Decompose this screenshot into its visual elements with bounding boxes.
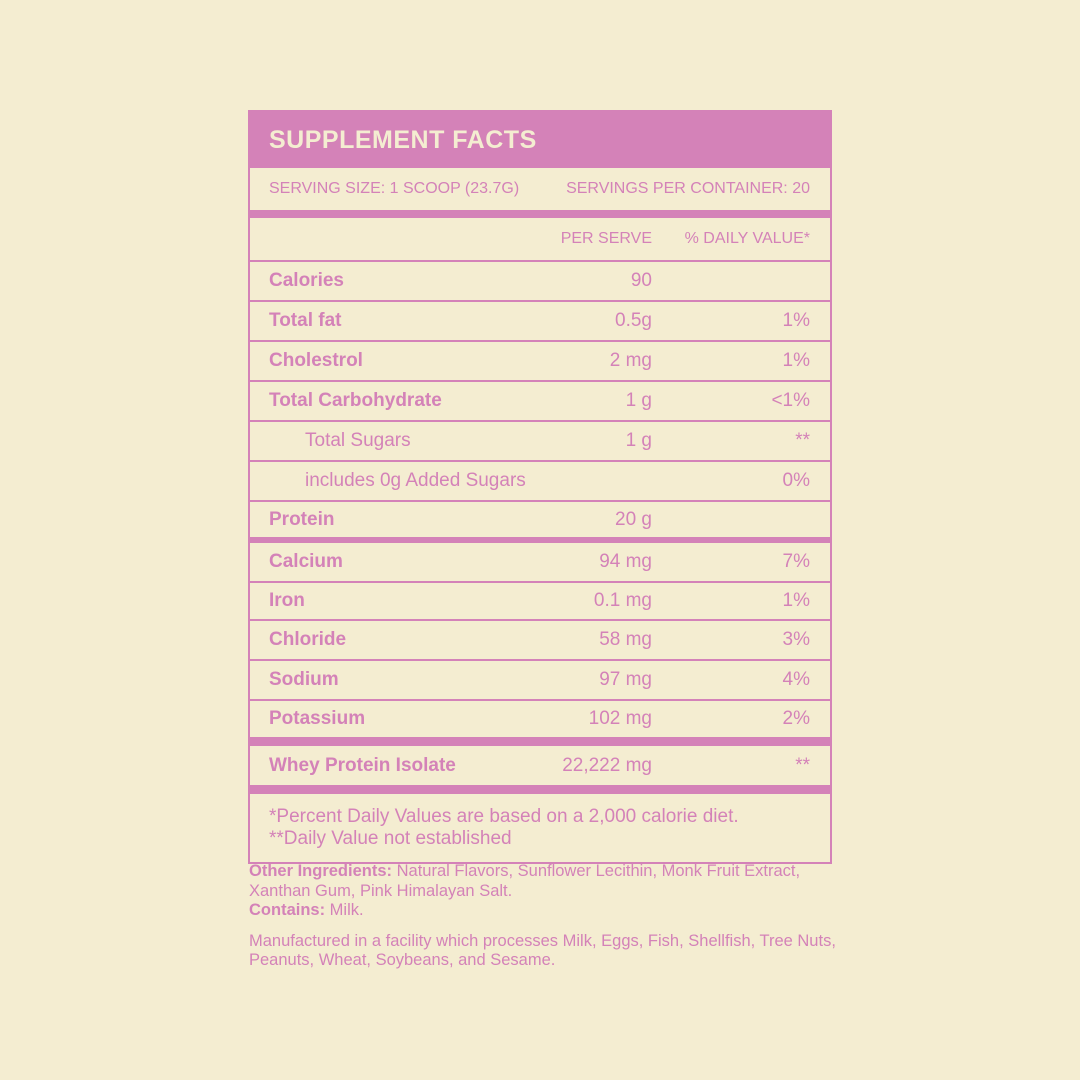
nutrient-dv: 1%: [782, 310, 810, 331]
nutrient-dv: 4%: [782, 669, 810, 690]
footnote-not-established: **Daily Value not established: [269, 828, 512, 849]
nutrient-dv: 1%: [782, 590, 810, 611]
nutrient-name: Sodium: [269, 669, 339, 690]
nutrient-amount: 94 mg: [599, 551, 652, 572]
serving-info: [250, 168, 830, 218]
nutrient-name: Calcium: [269, 551, 343, 572]
nutrient-name: Cholestrol: [269, 350, 363, 371]
nutrient-name: includes 0g Added Sugars: [305, 470, 526, 491]
nutrient-amount: 90: [630, 270, 652, 291]
nutrient-amount: 0.5g: [615, 310, 652, 331]
nutrient-amount: 2 mg: [609, 350, 652, 371]
contains-text: Milk.: [325, 901, 364, 919]
nutrient-name: Calories: [269, 270, 344, 291]
footnote-daily-values: *Percent Daily Values are based on a 2,000 calorie diet.: [269, 806, 739, 827]
nutrient-row-calcium: [250, 543, 830, 583]
nutrient-amount: 102 mg: [588, 708, 652, 729]
nutrient-dv: 0%: [782, 470, 810, 491]
nutrient-amount: 58 mg: [599, 629, 652, 650]
nutrient-amount: 1 g: [625, 430, 652, 451]
nutrient-dv: 2%: [782, 708, 810, 729]
nutrient-row-cholestrol: [250, 342, 830, 382]
nutrient-row-potassium: [250, 701, 830, 746]
daily-value-header: % DAILY VALUE*: [684, 230, 810, 247]
nutrient-name: Iron: [269, 590, 305, 611]
per-serve-header: PER SERVE: [560, 230, 652, 247]
nutrient-name: Potassium: [269, 708, 366, 729]
column-header-row: [250, 218, 830, 262]
nutrient-dv: **: [795, 430, 810, 451]
nutrient-row-added-sugars: [250, 462, 830, 502]
nutrient-name: Total Carbohydrate: [269, 390, 442, 411]
nutrient-amount: 0.1 mg: [593, 590, 652, 611]
nutrient-row-protein: [250, 502, 830, 543]
nutrient-dv: 1%: [782, 350, 810, 371]
nutrient-dv: **: [795, 754, 810, 776]
contains-label: Contains:: [249, 901, 326, 919]
other-ingredients: [249, 862, 849, 901]
nutrient-dv: 3%: [782, 629, 810, 650]
nutrient-name: Protein: [269, 508, 335, 530]
footnotes: [250, 794, 830, 862]
nutrient-dv: <1%: [771, 390, 810, 411]
nutrient-row-chloride: [250, 621, 830, 661]
ingredients-block: [249, 862, 849, 971]
other-ingredients-text: Natural Flavors, Sunflower Lecithin, Monk Fruit Extract, Xanthan Gum, Pink Himalayan Salt.: [249, 862, 801, 900]
nutrient-row-total-sugars: [250, 422, 830, 462]
nutrient-row-calories: [250, 262, 830, 302]
serving-size: SERVING SIZE: 1 SCOOP (23.7G): [269, 180, 520, 197]
nutrient-amount: 1 g: [625, 390, 652, 411]
panel-title: SUPPLEMENT FACTS: [269, 125, 537, 154]
nutrient-name: Total Sugars: [305, 430, 411, 451]
nutrient-name: Whey Protein Isolate: [269, 754, 456, 776]
contains: [249, 901, 849, 921]
nutrient-row-iron: [250, 583, 830, 621]
nutrient-row-sodium: [250, 661, 830, 701]
nutrient-name: Chloride: [269, 629, 347, 650]
nutrient-name: Total fat: [269, 310, 342, 331]
nutrient-row-total-carbohydrate: [250, 382, 830, 422]
nutrient-amount: 97 mg: [599, 669, 652, 690]
nutrient-row-whey-protein-isolate: [250, 746, 830, 794]
nutrient-row-total-fat: [250, 302, 830, 342]
supplement-facts-panel: [248, 110, 832, 864]
nutrient-amount: 20 g: [615, 508, 652, 530]
other-ingredients-label: Other Ingredients:: [249, 862, 393, 880]
nutrient-amount: 22,222 mg: [562, 754, 652, 776]
servings-per-container: SERVINGS PER CONTAINER: 20: [566, 180, 810, 197]
nutrient-dv: 7%: [782, 551, 810, 572]
facility-statement: Manufactured in a facility which processes Milk, Eggs, Fish, Shellfish, Tree Nuts, Peanuts, Wheat, Soybeans, and Sesame.: [249, 931, 836, 969]
title-bar: [250, 112, 830, 168]
